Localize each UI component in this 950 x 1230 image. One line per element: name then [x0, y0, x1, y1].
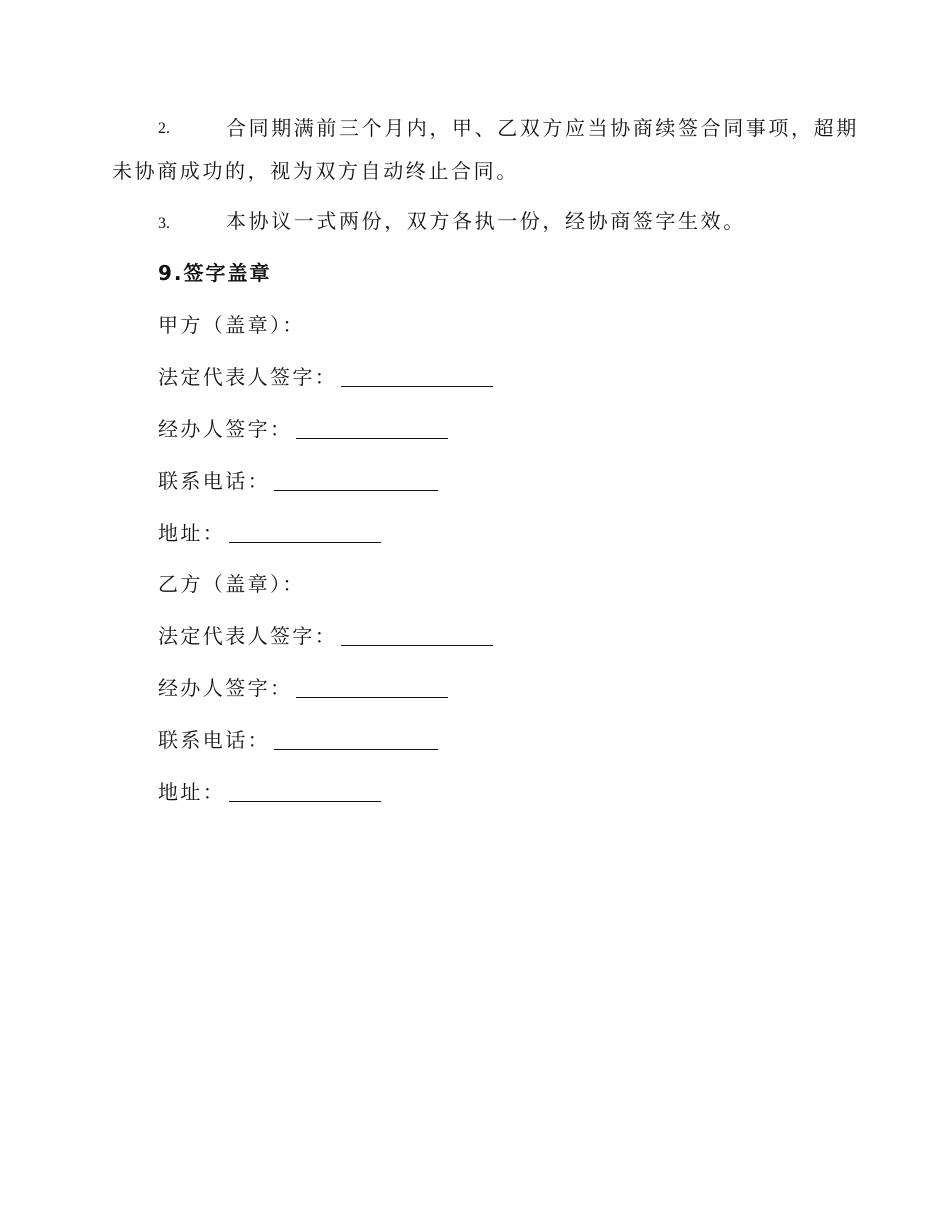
clause-3-text: 本协议一式两份，双方各执一份，经协商签字生效。: [226, 209, 746, 233]
party-b-handler-signature-line[interactable]: [296, 679, 448, 698]
clause-2-number: 2.: [158, 120, 170, 137]
party-b-rep-signature-line[interactable]: [341, 627, 493, 646]
section-heading: 9.签字盖章: [158, 261, 272, 285]
party-a-address-field: [158, 523, 381, 543]
party-b-title: 乙方（盖章）：: [158, 572, 305, 596]
party-b-address-line[interactable]: [229, 783, 381, 802]
party-b-rep-signature-field: [158, 626, 493, 646]
party-a-phone-line[interactable]: [274, 472, 438, 491]
party-a-address-label: 地址：: [158, 521, 226, 545]
party-b-rep-label: 法定代表人签字：: [158, 624, 338, 648]
party-b-address-label: 地址：: [158, 780, 226, 804]
party-a-handler-label: 经办人签字：: [158, 417, 293, 441]
party-a-rep-signature-line[interactable]: [341, 368, 493, 387]
party-a-title: 甲方（盖章）：: [158, 313, 305, 337]
party-a-phone-field: [158, 471, 438, 491]
party-a-rep-label: 法定代表人签字：: [158, 365, 338, 389]
party-b-address-field: [158, 782, 381, 802]
party-b-phone-field: [158, 730, 438, 750]
party-a-handler-signature-line[interactable]: [296, 420, 448, 439]
clause-3-number: 3.: [158, 215, 170, 232]
party-a-rep-signature-field: [158, 367, 493, 387]
party-a-address-line[interactable]: [229, 524, 381, 543]
party-b-phone-label: 联系电话：: [158, 728, 270, 752]
clause-2-text-line1: 合同期满前三个月内，甲、乙双方应当协商续签合同事项，超期: [226, 116, 859, 140]
party-b-handler-signature-field: [158, 678, 448, 698]
party-b-handler-label: 经办人签字：: [158, 676, 293, 700]
party-b-phone-line[interactable]: [274, 731, 438, 750]
clause-2-text-line2: 未协商成功的，视为双方自动终止合同。: [112, 159, 519, 183]
party-a-phone-label: 联系电话：: [158, 469, 270, 493]
party-a-handler-signature-field: [158, 419, 448, 439]
